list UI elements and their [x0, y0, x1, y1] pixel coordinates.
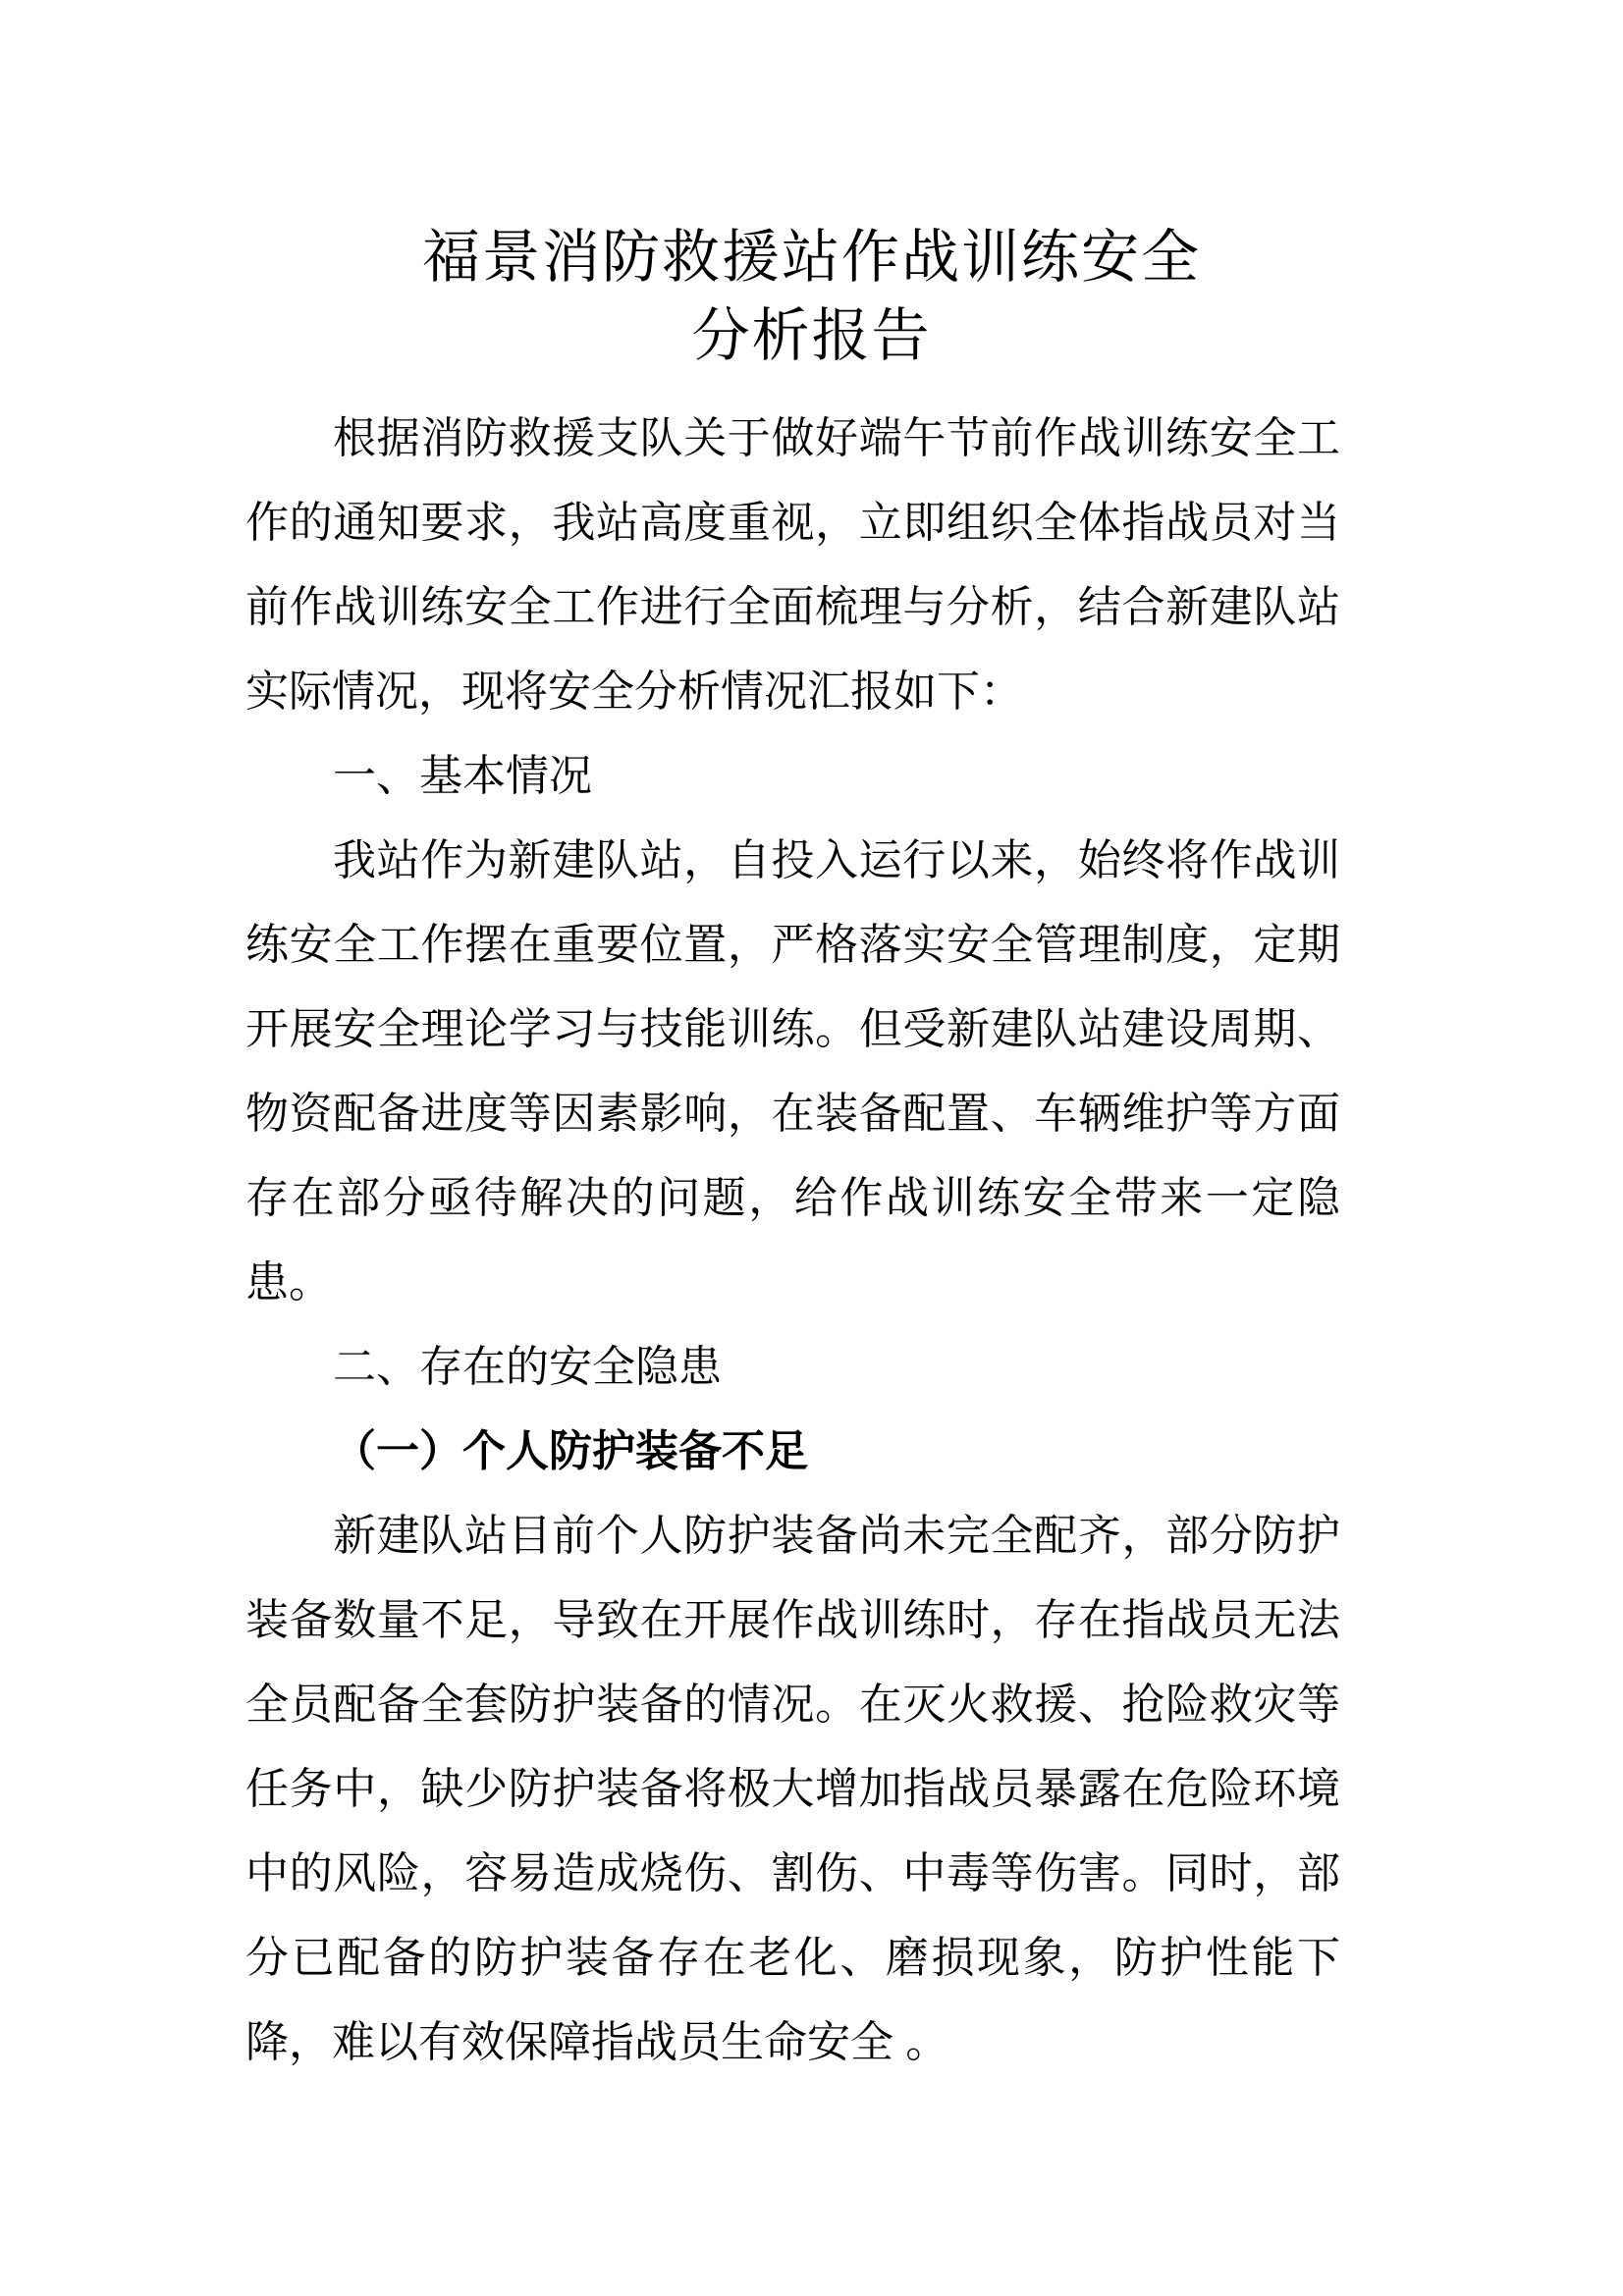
- title-line-1: 福景消防救援站作战训练安全: [421, 225, 1201, 290]
- text-line: 物资配备进度等因素影响，在装备配置、车辆维护等方面: [245, 1090, 1340, 1138]
- text-line: （一）个人防护装备不足: [333, 1427, 808, 1475]
- text-line: 装备数量不足，导致在开展作战训练时，存在指战员无法: [245, 1596, 1340, 1644]
- text-line: 我站作为新建队站，自投入运行以来，始终将作战训: [333, 836, 1340, 884]
- text-line: 存在部分亟待解决的问题，给作战训练安全带来一定隐: [245, 1174, 1340, 1222]
- text-line: 开展安全理论学习与技能训练。但受新建队站建设周期、: [245, 1005, 1340, 1053]
- sub-heading: [245, 1410, 1340, 1494]
- section-heading: [245, 1325, 1340, 1410]
- paragraph: [245, 1494, 1340, 2085]
- document-body: [245, 397, 1340, 2085]
- paragraph: [245, 397, 1340, 734]
- text-line: 作的通知要求，我站高度重视，立即组织全体指战员对当: [245, 499, 1340, 547]
- text-line: 二、存在的安全隐患: [333, 1343, 722, 1391]
- text-line: 前作战训练安全工作进行全面梳理与分析，结合新建队站: [245, 583, 1340, 631]
- paragraph: [245, 819, 1340, 1325]
- text-line: 降，难以有效保障指战员生命安全 。: [245, 2018, 949, 2066]
- text-line: 实际情况，现将安全分析情况汇报如下：: [245, 667, 1023, 716]
- text-line: 新建队站目前个人防护装备尚未完全配齐，部分防护: [333, 1512, 1340, 1560]
- document-title: [0, 218, 1623, 375]
- text-line: 一、基本情况: [333, 752, 592, 800]
- text-line: 全员配备全套防护装备的情况。在灭火救援、抢险救灾等: [245, 1681, 1340, 1729]
- section-heading: [245, 734, 1340, 819]
- text-line: 练安全工作摆在重要位置，严格落实安全管理制度，定期: [245, 921, 1340, 969]
- title-line-2: 分析报告: [691, 303, 932, 368]
- text-line: 分已配备的防护装备存在老化、磨损现象，防护性能下: [245, 1934, 1340, 1982]
- text-line: 根据消防救援支队关于做好端午节前作战训练安全工: [333, 414, 1340, 462]
- text-line: 患。: [245, 1258, 332, 1307]
- text-line: 任务中，缺少防护装备将极大增加指战员暴露在危险环境: [245, 1765, 1340, 1813]
- text-line: 中的风险，容易造成烧伤、割伤、中毒等伤害。同时，部: [245, 1849, 1340, 1897]
